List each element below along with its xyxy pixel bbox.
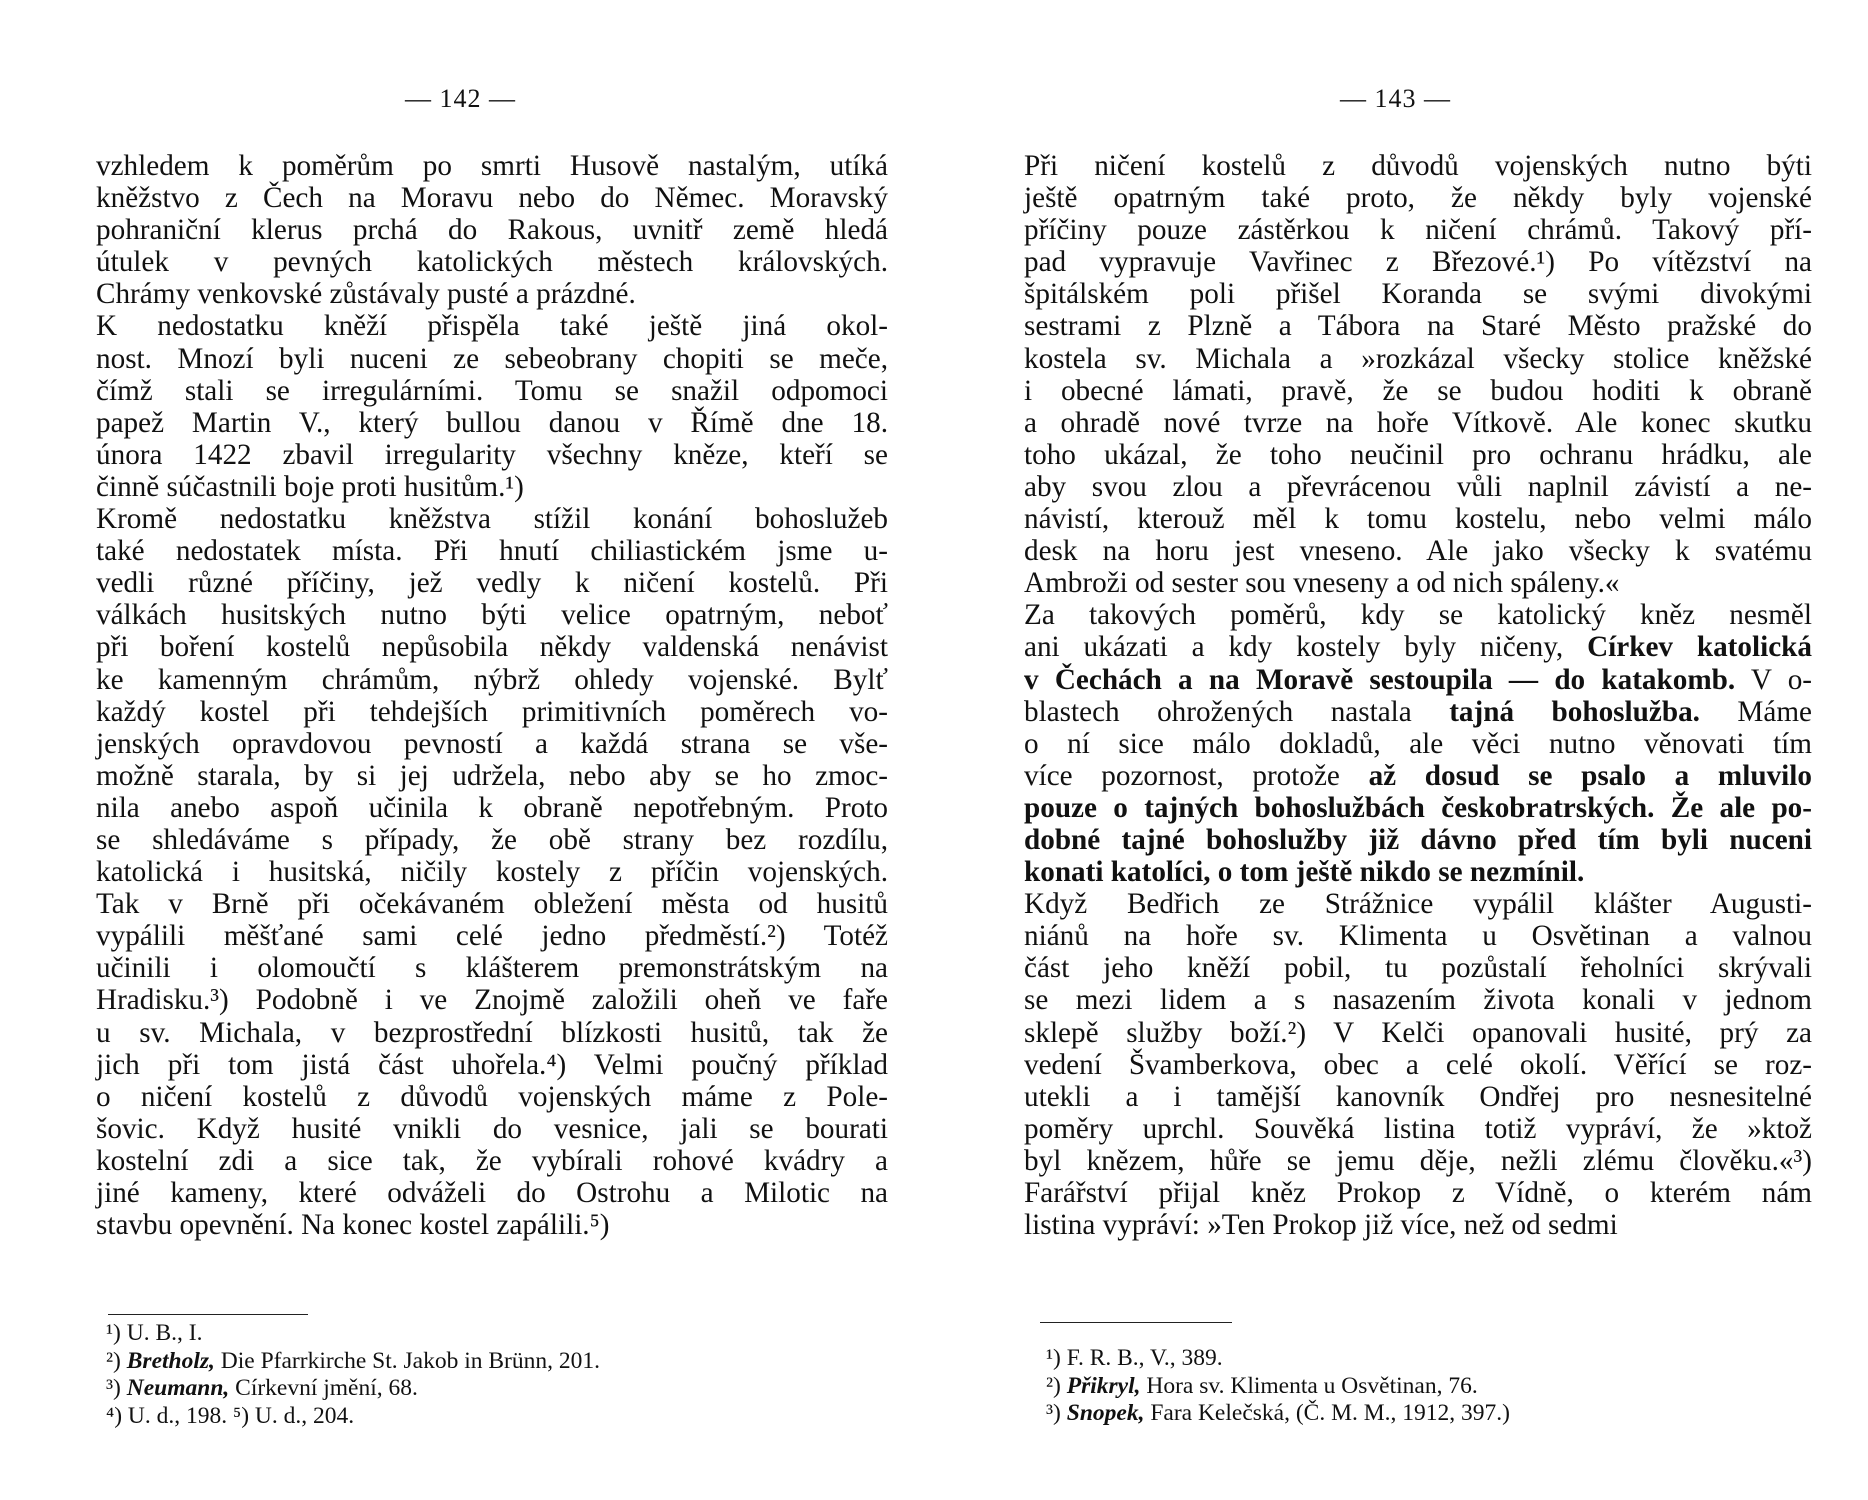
text-line: blastech ohrožených nastala tajná bohoslužba. Máme [1024,695,1812,728]
text-line [1024,824,1812,856]
text-line: kostelní zdi a sice tak, že vybírali rohové kvádry a [96,1144,888,1177]
text-line: možně starala, by si jej udržela, nebo aby se ho zmoc- [96,759,888,792]
text-line: Když Bedřich ze Strážnice vypálil klášter Augusti- [1024,888,1812,921]
footnote-author: Přikryl, [1066,1372,1141,1399]
text-line: jiné kameny, které odváželi do Ostrohu a Milotic na [96,1177,888,1209]
footnote: ³) Neumann, Církevní jmění, 68. [106,1375,418,1401]
text-line: útulek v pevných katolických městech královských. [96,246,888,279]
text-line: v Čechách a na Moravě sestoupila — do katakomb. V o- [1024,663,1813,696]
text-line: činně súčastnili boje proti husitům.¹) [96,470,524,503]
emphasis: dobné tajné bohoslužby již dávno před tím byli nuceni [1024,823,1812,856]
text-line: více pozornost, protože až dosud se psalo a mluvilo [1024,759,1812,792]
text-line: února 1422 zbavil irregularity všechny kněze, kteří se [96,438,888,471]
footnote-author: Neumann, [126,1375,230,1401]
text-line: utekli a i tamější kanovník Ondřej pro nesnesitelné [1024,1080,1812,1113]
text-line [1024,792,1812,824]
text-line: se shledáváme s případy, že obě strany bez rozdílu, [96,823,888,856]
text-line: návistí, kterouž měl k tomu kostelu, nebo velmi málo [1024,503,1812,536]
text-line: jich při tom jistá část uhořela.⁴) Velmi poučný příklad [96,1048,888,1081]
footnote-rule [108,1314,308,1315]
text-line: K nedostatku kněží přispěla také ještě jiná okol- [96,310,888,343]
text-line: jenských opravdovou pevností a každá strana se vše- [96,727,888,760]
text-line: toho ukázal, že toho neučinil pro ochranu hrádku, ale [1024,438,1812,471]
text-line: niánů na hoře sv. Klimenta u Osvětinan a valnou [1024,920,1812,953]
text-line: část jeho kněží pobil, tu pozůstalí řeholníci skrývali [1024,952,1812,985]
text-line: papež Martin V., který bullou danou v Římě dne 18. [96,406,888,439]
footnote: ³) Snopek, Fara Kelečská, (Č. M. M., 1912, 397.) [1046,1400,1510,1426]
text-line: aby svou zlou a převrácenou vůli naplnil závistí a ne- [1024,470,1812,503]
footnote: ²) Bretholz, Die Pfarrkirche St. Jakob in Brünn, 201. [106,1347,600,1374]
text-line: pohraniční klerus prchá do Rakous, uvnitř země hledá [96,214,888,247]
text-line: každý kostel při tehdejších primitivních poměrech vo- [96,695,888,728]
text-line: Chrámy venkovské zůstávaly pusté a prázdné. [96,278,636,311]
text-line: katolická i husitská, ničily kostely z příčin vojenských. [96,856,888,889]
text-line: ani ukázati a kdy kostely byly ničeny, Církev katolická [1024,631,1812,664]
text-line: vypálili měšťané sami celé jedno předměstí.²) Totéž [96,920,888,953]
text-line: nila anebo aspoň učinila k obraně nepotřebným. Proto [96,791,888,824]
footnote-author: Snopek, [1066,1400,1145,1426]
text-line: o ničení kostelů z důvodů vojenských máme z Pole- [96,1080,888,1113]
text-line: špitálském poli přišel Koranda se svými divokými [1024,278,1812,311]
text-line: Hradisku.³) Podobně i ve Znojmě založili oheň ve faře [96,984,888,1017]
text-line: u sv. Michala, v bezprostřední blízkosti husitů, tak že [96,1016,888,1049]
page-number: — 143 — [1340,84,1451,113]
text-line: byl knězem, hůře se jemu děje, nežli zlému člověku.«³) [1024,1144,1812,1177]
emphasis: tajná bohoslužba. [1449,695,1700,728]
footnote: ⁴) U. d., 198. ⁵) U. d., 204. [106,1402,355,1429]
text-line: při boření kostelů nepůsobila někdy valdenská nenávist [96,631,888,664]
text-line: kostela sv. Michala a »rozkázal všecky stolice kněžské [1024,342,1812,375]
text-line [1024,856,1812,888]
text-line: ještě opatrným také proto, že někdy byly vojenské [1024,182,1812,215]
footnote: ²) Přikryl, Hora sv. Klimenta u Osvětinan, 76. [1046,1372,1478,1399]
text-line: Za takových poměrů, kdy se katolický kněz nesměl [1024,599,1812,632]
emphasis: v Čechách a na Moravě sestoupila — do katakomb. [1024,663,1736,696]
text-line: vedli různé příčiny, jež vedly k ničení kostelů. Při [96,567,888,600]
text-line: šovic. Když husité vnikli do vesnice, jali se bourati [96,1112,888,1145]
text-line: Tak v Brně při očekávaném obležení města od husitů [96,888,888,921]
emphasis: Církev katolická [1587,631,1812,664]
text-line: i obecné lámati, pravě, že se budou hoditi k obraně [1024,374,1812,407]
text-line: Kromě nedostatku kněžstva stížil konání bohoslužeb [96,503,888,536]
text-line: ke kamenným chrámům, nýbrž ohledy vojenské. Bylť [96,663,888,696]
text-line: stavbu opevnění. Na konec kostel zapálili.⁵) [96,1209,610,1242]
text-line: se mezi lidem a s nasazením života konali v jednom [1024,984,1812,1017]
text-line: Ambroži od sester sou vneseny a od nich spáleny.« [1024,567,1620,600]
text-line: učinili i olomoučtí s klášterem premonstrátským na [96,952,888,985]
text-line: Farářství přijal kněz Prokop z Vídně, o kterém nám [1024,1177,1812,1209]
right-page [934,0,1868,1500]
footnote-author: Bretholz, [126,1347,215,1374]
text-line: kněžstvo z Čech na Moravu nebo do Němec. Moravský [96,182,888,215]
text-line: sestrami z Plzně a Tábora na Staré Město pražské do [1024,310,1812,343]
text-line: sklepě služby boží.²) V Kelči opanovali husité, prý za [1024,1016,1812,1049]
emphasis: až dosud se psalo a mluvilo [1368,759,1812,792]
text-line: poměry uprchl. Souvěká listina totiž vypráví, že »ktož [1024,1112,1812,1145]
text-line: desk na horu jest vneseno. Ale jako všecky k svatému [1024,535,1812,568]
text-line: také nedostatek místa. Při hnutí chiliastickém jsme u- [96,535,888,568]
body-text [1024,150,1812,1241]
text-line: Při ničení kostelů z důvodů vojenských nutno býti [1024,150,1812,182]
text-line: čímž stali se irregulárními. Tomu se snažil odpomoci [96,374,888,407]
text-line: pad vypravuje Vavřinec z Březové.¹) Po vítězství na [1024,246,1812,279]
emphasis: pouze o tajných bohoslužbách českobratrských. Že ale po- [1024,791,1812,824]
emphasis: konati katolíci, o tom ještě nikdo se nezmínil. [1024,856,1585,889]
page-number: — 142 — [405,84,516,113]
text-line: o ní sice málo dokladů, ale věci nutno věnovati tím [1024,727,1812,760]
footnote: ¹) F. R. B., V., 389. [1046,1345,1223,1371]
text-line: válkách husitských nutno býti velice opatrným, neboť [96,599,888,632]
text-line: nost. Mnozí byli nuceni ze sebeobrany chopiti se meče, [96,342,888,375]
text-line: listina vypráví: »Ten Prokop již více, než od sedmi [1024,1209,1618,1242]
footnotes [1046,1345,1806,1428]
body-text [96,150,888,1241]
footnotes [106,1320,866,1430]
footnote-rule [1040,1322,1232,1323]
text-line: příčiny pouze zástěrkou k ničení chrámů. Takový pří- [1024,214,1812,247]
text-line: vedení Švamberkova, obec a celé okolí. Věřící se roz- [1024,1048,1812,1081]
text-line: vzhledem k poměrům po smrti Husově nastalým, utíká [96,150,888,182]
text-line: a ohradě nové tvrze na hoře Vítkově. Ale konec skutku [1024,406,1812,439]
footnote: ¹) U. B., I. [106,1320,203,1346]
